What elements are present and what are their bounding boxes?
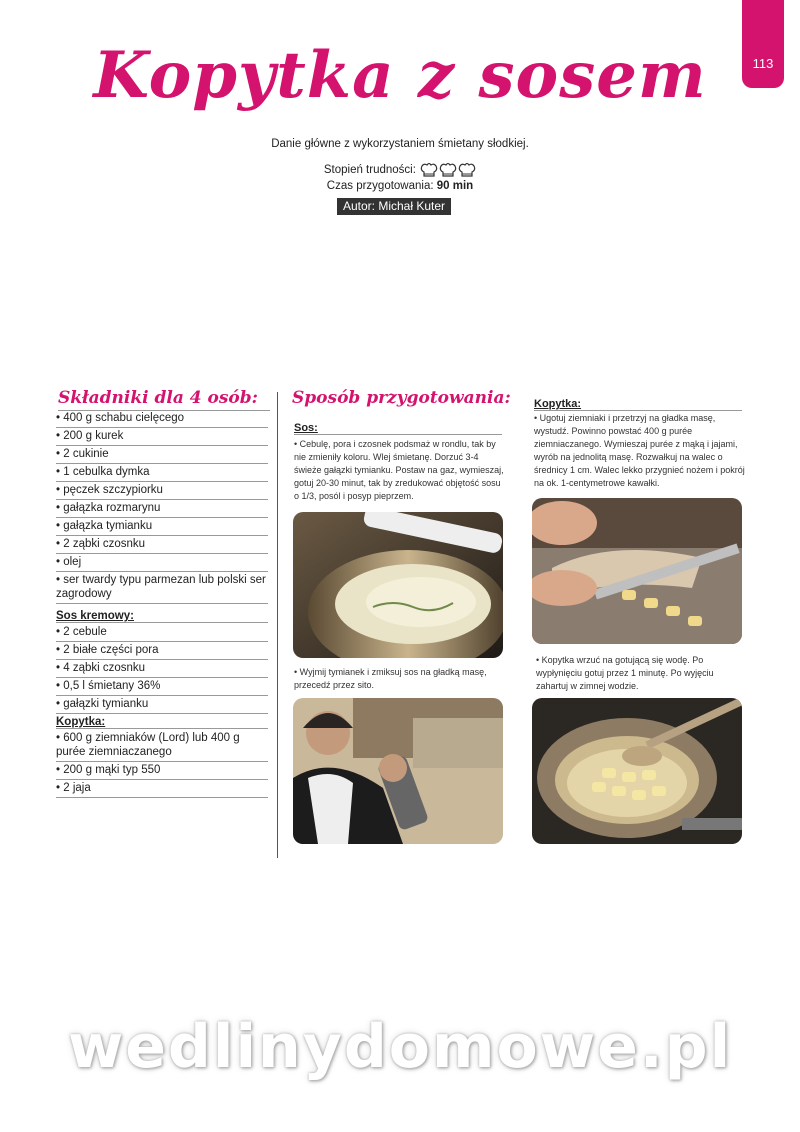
ingredients-sauce-list: [56, 624, 268, 714]
list-item: • gałązka rozmarynu: [56, 500, 268, 518]
page-number: 113: [752, 56, 774, 71]
kopytka-step-2: • Kopytka wrzuć na gotującą się wodę. Po wypłynięciu gotuj przez 1 minutę. Po wyjęciu zahartuj w zimnej wodzie.: [536, 655, 714, 691]
list-item: • 2 jaja: [56, 780, 268, 798]
recipe-title: Kopytka z sosem: [93, 38, 707, 113]
sauce-method-heading: Sos:: [294, 422, 502, 435]
author-badge: Autor: Michał Kuter: [337, 198, 451, 215]
list-item: • 200 g kurek: [56, 428, 268, 446]
list-item: • gałązki tymianku: [56, 696, 268, 714]
sauce-step-2: • Wyjmij tymianek i zmiksuj sos na gładką masę, przecedź przez sito.: [294, 667, 487, 690]
list-item: • 2 białe części pora: [56, 642, 268, 660]
time-value: 90 min: [436, 180, 474, 192]
ingredients-kopytka-list: [56, 730, 268, 798]
list-item: • pęczek szczypiorku: [56, 482, 268, 500]
chef-hat-icon: [420, 162, 438, 178]
chef-blending-photo: [293, 698, 503, 844]
list-item: • 4 ząbki czosnku: [56, 660, 268, 678]
boiling-kopytka-photo: [532, 698, 742, 844]
list-item: • olej: [56, 554, 268, 572]
kopytka-ingredients-heading: Kopytka:: [56, 716, 268, 729]
ingredients-heading: Składniki dla 4 osób:: [58, 388, 270, 411]
list-item: • 400 g schabu cielęcego: [56, 410, 268, 428]
ingredients-main-list: [56, 410, 268, 604]
list-item: • 200 g mąki typ 550: [56, 762, 268, 780]
difficulty-row: [0, 162, 800, 178]
watermark: wedlinydomowe.pl: [67, 1012, 733, 1082]
difficulty-rating: [419, 164, 476, 176]
sauce-ingredients-heading: Sos kremowy:: [56, 610, 268, 623]
column-divider: [277, 392, 278, 858]
list-item: • gałązka tymianku: [56, 518, 268, 536]
kopytka-step-1: • Ugotuj ziemniaki i przetrzyj na gładka masę, wystudź. Powinno powstać 400 g purée ziemniaczanego. Wymieszaj purée z mąką i jajami, wyrób na jednolitą masę. Rozwałkuj na walec o średnicy 1 cm. Walec lekko przygnieć nożem i pokrój na ok. 1-centymetrowe kawałki.: [534, 413, 745, 488]
list-item: • 2 cukinie: [56, 446, 268, 464]
kopytka-method-heading: Kopytka:: [534, 398, 742, 411]
list-item: • ser twardy typu parmezan lub polski ser zagrodowy: [56, 572, 268, 604]
recipe-subtitle: Danie główne z wykorzystaniem śmietany słodkiej.: [271, 138, 529, 150]
sauce-step-1: • Cebulę, pora i czosnek podsmaż w rondlu, tak by nie zmieniły koloru. Wlej śmietanę. Dorzuć 3-4 świeże gałązki tymianku. Postaw na gaz, wymieszaj, gotuj 20-30 minut, tak by zredukować objętość sosu o 1/3, posól i posyp pieprzem.: [294, 439, 504, 501]
method-heading: Sposób przygotowania:: [292, 388, 511, 408]
chef-hat-icon: [439, 162, 457, 178]
time-label: Czas przygotowania:: [326, 180, 434, 192]
time-row: [0, 180, 800, 192]
list-item: • 2 ząbki czosnku: [56, 536, 268, 554]
cutting-dough-photo: [532, 498, 742, 644]
list-item: • 2 cebule: [56, 624, 268, 642]
difficulty-label: Stopień trudności:: [323, 164, 416, 177]
list-item: • 1 cebulka dymka: [56, 464, 268, 482]
list-item: • 0,5 l śmietany 36%: [56, 678, 268, 696]
chef-hat-icon: [458, 162, 476, 178]
list-item: • 600 g ziemniaków (Lord) lub 400 g purée ziemniaczanego: [56, 730, 268, 762]
sauce-pot-photo: [293, 512, 503, 658]
